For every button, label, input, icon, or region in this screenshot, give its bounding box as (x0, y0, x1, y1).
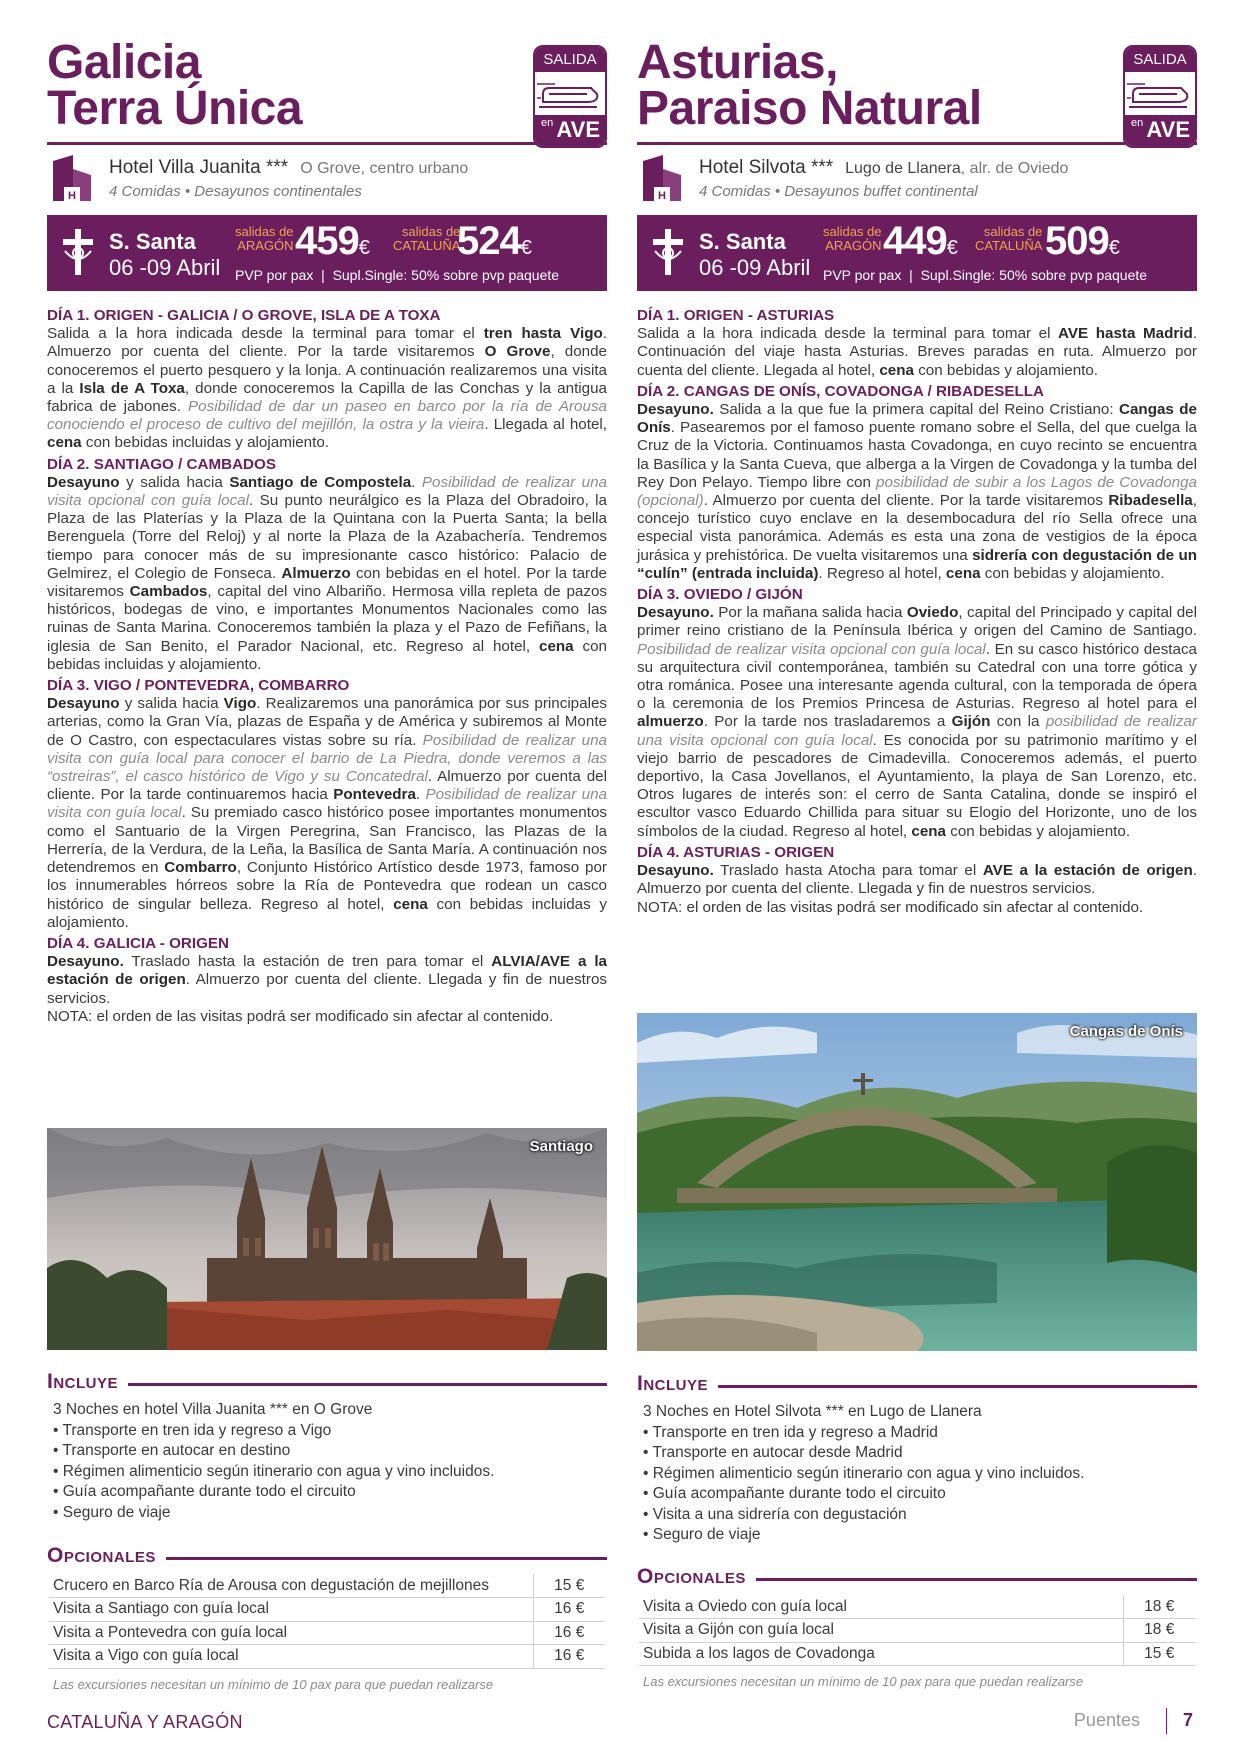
price-aragon: 449€ (883, 219, 957, 263)
day-heading: DÍA 1. ORIGEN - GALICIA / O GROVE, ISLA DE A TOXA (47, 307, 441, 324)
optionals-table (49, 1574, 605, 1669)
day-heading: DÍA 4. ASTURIAS - ORIGEN (637, 843, 835, 861)
table-row: Subida a los lagos de Covadonga 15 € (639, 1642, 1195, 1666)
list-item: • Transporte en tren ida y regreso a Madrid (643, 1423, 1197, 1444)
list-item: • Transporte en autocar desde Madrid (643, 1443, 1197, 1464)
list-item: • Seguro de viaje (53, 1503, 607, 1524)
photo-caption: Santiago (529, 1138, 593, 1155)
footer-region: CATALUÑA Y ARAGÓN (47, 1712, 243, 1732)
hotel-building-icon (641, 155, 683, 203)
day-heading: DÍA 2. SANTIAGO / CAMBADOS (47, 455, 276, 473)
day-text: Desayuno. Por la mañana salida hacia Oviedo, capital del Principado y capital del primer reino cristiano de la Península Ibérica y origen del Camino de Santiago. Posibilidad de realizar visita opcional con guía local. En su casco histórico destaca su arquitectura civil contemporánea, también su Catedral con una torre gótica y otra románica. Posee una interesante agenda cultural, con la temporada de ópera o la ceremonia de los Premios Princesa de Asturias. Regreso al hotel para el almuerzo. Por la tarde nos trasladaremos a Gijón con la posibilidad de realizar una visita opcional con guía local. Es conocida por su patrimonio marítimo y el viejo barrio de pescadores de Cimadevilla. Conoceremos además, el puerto deportivo, la Casa Jovellanos, el Ayuntamiento, la playa de San Lorenzo, etc. Otros lugares de interés son: el cerro de Santa Catalina, donde se inspiró el escultor vasco Eduardo Chillida para situar su Elogio del Horizonte, uno de los símbolos de la ciudad. Regreso al hotel, cena con bebidas y alojamiento. (637, 604, 1197, 840)
dates-label: 06 -09 Abril (109, 255, 221, 280)
roman-bridge-image (637, 1013, 1197, 1351)
hotel-name: Hotel Silvota *** (699, 157, 834, 178)
list-item: • Guía acompañante durante todo el circuito (643, 1484, 1197, 1505)
itinerary (637, 307, 1197, 917)
price-cataluna: 509€ (1045, 219, 1119, 263)
day-heading: DÍA 3. OVIEDO / GIJÓN (637, 586, 803, 604)
day-heading: DÍA 1. ORIGEN - ASTURIAS (637, 307, 835, 324)
hotel-info: H Hotel Silvota *** Lugo de Llanera, alr. de Oviedo 4 Comidas • Desayunos buffet continental (637, 153, 1197, 215)
cangas-photo (637, 1013, 1197, 1351)
day-text: Desayuno. Traslado hasta Atocha para tomar el AVE a la estación de origen. Almuerzo por cuenta del cliente. Llegada y fin de nuestros servicios. (637, 862, 1197, 898)
easter-cross-icon (59, 227, 97, 277)
includes-lead: 3 Noches en Hotel Silvota *** en Lugo de Llanera (643, 1403, 982, 1420)
hotel-meals: 4 Comidas • Desayunos continentales (109, 183, 362, 200)
includes-section (637, 1372, 1197, 1546)
table-row: Visita a Santiago con guía local 16 € (49, 1598, 605, 1622)
day-heading: DÍA 4. GALICIA - ORIGEN (47, 934, 229, 952)
includes-heading: Incluye (637, 1372, 718, 1396)
day-text: Desayuno y salida hacia Vigo. Realizaremos una panorámica por sus principales arterias, como la Gran Vía, plazas de España y de América y subiremos al Monte de O Castro, con espectaculares vistas sobre su ría. Posibilidad de realizar una visita con guía local para conocer el barrio de La Piedra, donde veremos a las “ostreiras”, el casco histórico de Vigo y su Concatedral. Almuerzo por cuenta del cliente. Por la tarde continuaremos hacia Pontevedra. Posibilidad de realizar una visita con guía local. Su premiado casco histórico posee importantes monumentos como el Santuario de la Virgen Peregrina, San Francisco, las Plazas de la Herrería, de la Verdura, de la Leña, la Basílica de Santa María. A continuación nos detendremos en Combarro, Conjunto Histórico Artístico desde 1973, famoso por los innumerables hórreos sobre la Ría de Pontevedra que rodean un casco histórico de singular belleza. Regreso al hotel, cena con bebidas incluidas y alojamiento. (47, 695, 607, 931)
table-row: Visita a Oviedo con guía local 18 € (639, 1595, 1195, 1619)
season-label: S. Santa (699, 229, 786, 254)
optionals-section (637, 1565, 1197, 1689)
day-heading: DÍA 3. VIGO / PONTEVEDRA, COMBARRO (47, 677, 350, 695)
santiago-cathedral-image (47, 1128, 607, 1350)
note-text: NOTA: el orden de las visitas podrá ser modificado sin afectar al contenido. (47, 1007, 554, 1025)
day-text: Salida a la hora indicada desde la terminal para tomar el AVE hasta Madrid. Continuación del viaje hasta Asturias. Breves paradas en ruta. Almuerzo por cuenta del cliente. Llegada al hotel, cena con bebidas y alojamiento. (637, 325, 1197, 379)
list-item: • Guía acompañante durante todo el circuito (53, 1482, 607, 1503)
list-item: • Régimen alimenticio según itinerario con agua y vino incluidos. (643, 1464, 1197, 1485)
day-heading: DÍA 2. CANGAS DE ONÍS, COVADONGA / RIBADESELLA (637, 382, 1044, 400)
hotel-location: Lugo de Llanera (845, 160, 961, 177)
itinerary (47, 307, 607, 1026)
footer-page (1074, 1708, 1193, 1736)
list-item: • Visita a una sidrería con degustación (643, 1505, 1197, 1526)
includes-list (47, 1400, 607, 1523)
day-text: Salida a la hora indicada desde la terminal para tomar el tren hasta Vigo. Almuerzo por cuenta del cliente. Por la tarde visitaremos O Grove, donde conoceremos el puerto pesquero y la lonja. A continuación realizaremos una visita a la Isla de A Toxa, donde conoceremos la Capilla de las Conchas y la antigua fabrica de jabones. Posibilidad de dar un paseo en barco por la ría de Arousa conociendo el proceso de cultivo del mejillón, la ostra y la vieira. Llegada al hotel, cena con bebidas incluidas y alojamiento. (47, 325, 608, 452)
galicia-column (47, 36, 608, 1026)
list-item: • Transporte en tren ida y regreso a Vigo (53, 1421, 607, 1442)
train-icon (535, 72, 605, 117)
table-row: Visita a Vigo con guía local 16 € (49, 1645, 605, 1669)
price-bar: S. Santa 06 -09 Abril salidas de ARAGÓN 459€ salidas de CATALUÑA 524€ PVP por pax | Supl.Single: 50% sobre pvp paquete (47, 215, 607, 291)
hotel-meals: 4 Comidas • Desayunos buffet continental (699, 183, 978, 200)
day-text: Desayuno. Traslado hasta la estación de tren para tomar el ALVIA/AVE a la estación de origen. Almuerzo por cuenta del cliente. Llegada y fin de nuestros servicios. (47, 953, 608, 1007)
day-text: Desayuno y salida hacia Santiago de Compostela. Posibilidad de realizar una visita opcional con guía local. Su punto neurálgico es la Plaza del Obradoiro, la Plaza de las Platerías y la Plaza de la Quintana con la Puerta Santa; la bella Berenguela (Torre del Reloj) y al norte la Plaza de la Azabachería. Tendremos tiempo para conocer más de su impresionante casco histórico: Palacio de Gelmirez, el Colegio de Fonseca. Almuerzo con bebidas en el hotel. Por la tarde visitaremos Cambados, capital del vino Albariño. Hermosa villa repleta de pazos históricos, bodegas de vino, e importantes Monumentos Nacionales como las ruinas de Santa Marina. Conoceremos también la plaza y el Pazo de Fefiñans, la iglesia de San Benito, el Parador Nacional, etc. Regreso al hotel, cena con bebidas incluidas y alojamiento. (47, 473, 608, 673)
table-row: Visita a Pontevedra con guía local 16 € (49, 1621, 605, 1645)
hotel-building-icon (51, 155, 93, 203)
day-text: Desayuno. Salida a la que fue la primera capital del Reino Cristiano: Cangas de Onís. Pasearemos por el famoso puente romano sobre el Sella, del que cuelga la Cruz de la Victoria. Continuamos hasta Covadonga, en cuyo recinto se encuentra la Basílica y la Santa Cueva, que alberga a la Virgen de Covadonga y la tumba del Rey Don Pelayo. Tiempo libre con posibilidad de subir a los Lagos de Covadonga (opcional). Almuerzo por cuenta del cliente. Por la tarde visitaremos Ribadesella, concejo turístico cuyo enclave en la desembocadura del río Sella ofrece una especial vista panorámica. Además es esta una zona de vestigios de la época jurásica y prehistórica. De vuelta visitaremos una sidrería con degustación de un “culín” (entrada incluida). Regreso al hotel, cena con bebidas y alojamiento. (637, 401, 1197, 582)
santiago-photo (47, 1128, 607, 1350)
asturias-column (637, 36, 1197, 917)
price-aragon: 459€ (295, 219, 369, 263)
salida-ave-badge: SALIDA en AVE (1123, 45, 1197, 148)
list-item: • Régimen alimenticio según itinerario con agua y vino incluidos. (53, 1462, 607, 1483)
season-label: S. Santa (109, 229, 196, 254)
hotel-name: Hotel Villa Juanita *** (109, 157, 289, 178)
page-number: 7 (1182, 1709, 1193, 1730)
list-item: • Transporte en autocar en destino (53, 1441, 607, 1462)
price-cataluna: 524€ (457, 219, 531, 263)
optionals-note: Las excursiones necesitan un mínimo de 10 pax para que puedan realizarse (643, 1674, 1084, 1689)
optionals-table (639, 1595, 1195, 1666)
table-row: Crucero en Barco Ría de Arousa con degustación de mejillones 15 € (49, 1574, 605, 1598)
footer-section: Puentes (1073, 1709, 1140, 1730)
salida-ave-badge: SALIDA en AVE (533, 45, 607, 148)
photo-caption: Cangas de Onís (1069, 1023, 1183, 1040)
list-item: • Seguro de viaje (643, 1525, 1197, 1546)
title-rule (47, 142, 607, 145)
includes-lead: 3 Noches en hotel Villa Juanita *** en O Grove (53, 1401, 373, 1418)
hotel-location: O Grove, centro urbano (300, 160, 469, 177)
optionals-heading: Opcionales (637, 1565, 756, 1589)
includes-section (47, 1370, 607, 1523)
price-bar: S. Santa 06 -09 Abril salidas de ARAGÓN 449€ salidas de CATALUÑA 509€ PVP por pax | Supl.Single: 50% sobre pvp paquete (637, 215, 1197, 291)
optionals-note: Las excursiones necesitan un mínimo de 10 pax para que puedan realizarse (53, 1676, 494, 1692)
svg-text:H: H (658, 190, 666, 202)
easter-cross-icon (649, 227, 687, 277)
asturias-title: Asturias, Paraiso Natural (637, 36, 982, 135)
includes-heading: Incluye (47, 1370, 128, 1394)
title-rule (637, 142, 1197, 145)
optionals-heading: Opcionales (47, 1544, 166, 1568)
note-text: NOTA: el orden de las visitas podrá ser modificado sin afectar al contenido. (637, 898, 1144, 916)
svg-text:H: H (68, 190, 76, 202)
table-row: Visita a Gijón con guía local 18 € (639, 1619, 1195, 1643)
train-icon (1125, 72, 1195, 117)
dates-label: 06 -09 Abril (699, 255, 811, 280)
galicia-title: Galicia Terra Única (47, 36, 303, 135)
optionals-section (47, 1544, 607, 1692)
includes-list (637, 1402, 1197, 1546)
hotel-info (47, 153, 607, 215)
